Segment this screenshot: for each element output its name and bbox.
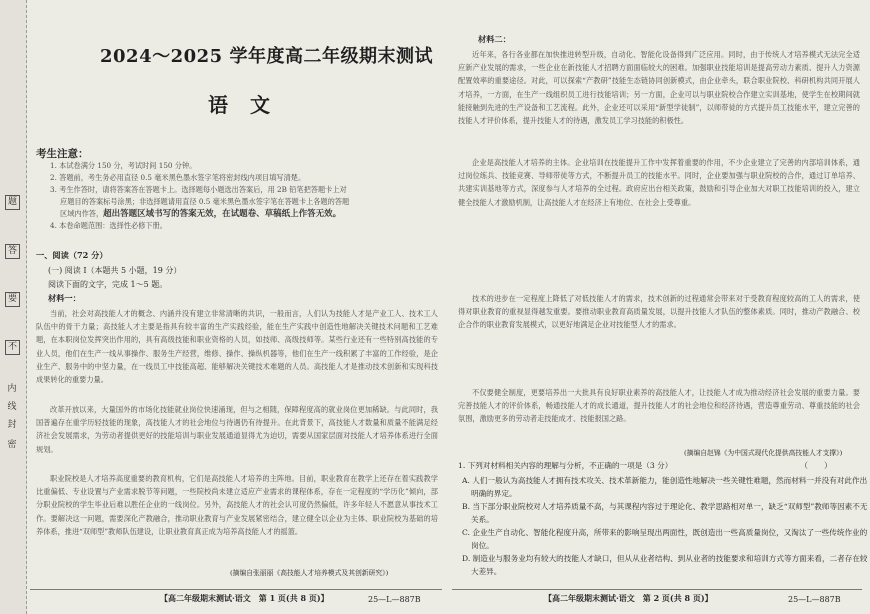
subject-title: 语文: [208, 93, 292, 117]
material-two-para-1: 近年来，各行各业都在加快推进转型升级，自动化、智能化设备得到广泛应用。同时，由于传统人才培养模式无法完全适应新产业发展的需求，一些企业在新技能人才招聘方面面临较大的困难。加强职业技能培训是提高劳动力素质、提升人力资源配置效率的重要途径。对此，可以探索“产教研”技能生态链协同创新模式，由企业牵头，联合职业院校、科研机构共同开展人才培养，一方面，在生产一线组织员工进行技能培训；另一方面，企业可以与职业院校合作建立实训基地，使学生在校期间就能接触到先进的生产设备和工艺流程。此外，企业还可以采用“新型学徒制”，以师带徒的方式提升员工技能水平，建立完善的技能人才评价体系，提升技能人才的待遇，激发员工学习技能的积极性。: [458, 50, 860, 126]
binding-char: 答: [5, 244, 20, 259]
option-a: A. 人们一般认为高技能人才拥有技术攻关、技术革新能力，能创造性地解决一些关键性难题，然而材料一并没有对此作出明确的界定。: [462, 476, 868, 498]
notice-list: [50, 160, 440, 232]
citation-one: (摘编自张丽丽《高技能人才培养模式及其创新研究》): [230, 569, 389, 577]
binding-char: 封: [7, 420, 17, 430]
question-1-stem: 1. 下列对材料相关内容的理解与分析，不正确的一项是（3 分）: [458, 461, 673, 470]
material-one-label: 材料一：: [48, 293, 81, 303]
reading-instruction: 阅读下面的文字，完成 1～5 题。: [48, 280, 168, 289]
page-left: [30, 0, 445, 614]
subsection-heading: (一) 阅读 I（本题共 5 小题，19 分）: [48, 266, 182, 275]
material-two-label: 材料二：: [478, 34, 511, 44]
footer-right: 【高二年级期末测试·语文 第 2 页(共 8 页)】: [544, 593, 713, 603]
notice-emphasis: 超出答题区域书写的答案无效，在试题卷、草稿纸上作答无效。: [103, 209, 342, 219]
option-b: B. 当下部分职业院校对人才培养质量不高，与其课程内容过于理论化、教学思路相对单一，缺乏“双师型”教师等因素不无关系。: [462, 502, 868, 524]
notice-item: 4. 本卷命题范围：选择性必修下册。: [50, 221, 167, 230]
section-heading: 一、阅读（72 分）: [36, 250, 108, 260]
option-c: C. 企业生产自动化、智能化程度升高，所带来的影响呈现出两面性，既创造出一些高质量岗位，又淘汰了一些传统作业的岗位。: [462, 528, 868, 550]
notice-inline: 区域内作答，: [60, 209, 104, 218]
binding-char: 密: [7, 440, 17, 450]
binding-char: 内: [7, 384, 17, 394]
notice-item: 应题目的答案标号涂黑；非选择题请用直径 0.5 毫米黑色墨水签字笔在答题卡上各题的答题: [60, 197, 350, 206]
notice-item: 1. 本试卷满分 150 分，考试时间 150 分钟。: [50, 161, 197, 170]
binding-char: 题: [5, 195, 20, 210]
material-one-para-2: 改革开放以来，大量国外的市场化技能就业岗位快速涌现，但与之相随，保障程度高的就业岗位更加稀缺。与此同时，我国普遍存在重学历轻技能的现象，高技能人才的社会地位与待遇仍有待提升。在此背景下，高技能人才数量和质量不能满足经济社会发展需求，为劳动者提供更好的技能培训与职业发展通道显得尤为迫切，需要从国家层面对技能人才培养体系进行全面规划。: [36, 405, 438, 454]
citation-two: (摘编自赵锦《为中国式现代化提供高技能人才支撑》): [684, 449, 843, 457]
paper-code-left: 25—L—887B: [368, 595, 421, 604]
material-one-para-3: 职业院校是人才培养高度重要的教育机构，它们是高技能人才培养的主阵地。目前，职业教育在教学上还存在着实践教学比重偏低、专业设置与产业需求脱节等问题，一些院校尚未建立适应产业需求的课程体系，存在一定程度的“学历化”倾向，部分职业院校的学生毕业后难以胜任企业的一线岗位。另外，高技能人才的社会认可度仍然偏低，许多年轻人不愿意从事技术工作。要解决这一问题，需要深化产教融合，推动职业教育与产业发展紧密结合，建立健全以企业为主体、职业院校为基础的培养体系，推进“双师型”教师队伍建设，让职业教育真正成为培养高技能人才的摇篮。: [36, 474, 438, 536]
footer-rule: [30, 589, 442, 590]
paper-code-right: 25—L—887B: [788, 595, 841, 604]
page-right: [452, 0, 868, 614]
binding-char: 要: [5, 292, 20, 307]
footer-left: 【高二年级期末测试·语文 第 1 页(共 8 页)】: [160, 593, 329, 603]
footer-rule: [452, 589, 862, 590]
answer-bracket: （ ）: [800, 461, 832, 470]
notice-item: 3. 考生作答时，请将答案答在答题卡上。选择题每小题选出答案后，用 2B 铅笔把答题卡上对: [50, 185, 347, 194]
exam-title: 2024～2025 学年度高二年级期末测试: [100, 46, 433, 67]
material-one-para-1: 当前，社会对高技能人才的概念、内涵并没有建立非常清晰的共识，一般而言，人们认为技能人才是产业工人、技术工人队伍中的骨干力量；高技能人才主要是指具有较丰富的生产实践经验，能在生产实践中创造性地解决关键技术问题和工艺难题，在本职岗位发挥突出作用的，具有高级技能和职业资格的人员，如技师、高级技师等。某些行业还有一些特别高技能的专业人员，他们在生产一线从事操作、服务生产经营，维修、操作、操纵机器等，他们在生产一线积累了丰富的工作经验，是企业生产、服务中的中坚力量，在一线员工中技能高超、能够解决关键技术难题的人员。高技能人才是推动技术创新和实现科技成果转化的重要力量。: [36, 309, 438, 385]
material-two-para-3: 技术的进步在一定程度上降低了对低技能人才的需求，技术创新的过程通常会带来对于受教育程度较高的工人的需求，使得对职业教育的重视显得越发重要。要推动职业教育高质量发展，以提升技能人才队伍的整体素质。同时，推动产教融合、校企合作的职业教育发展模式，以更好地满足企业对技能型人才的需求。: [458, 294, 860, 330]
binding-strip: [0, 0, 27, 614]
material-two-para-4: 不仅要健全制度，更要培养出一大批具有良好职业素养的高技能人才，让技能人才成为推动经济社会发展的重要力量。要完善技能人才的评价体系，畅通技能人才的成长通道，提升技能人才的社会地位和经济待遇，营造尊重劳动、尊重技能的社会氛围，激励更多的劳动者走技能成才、技能报国之路。: [458, 388, 860, 424]
notice-item: 2. 答题前，考生务必用直径 0.5 毫米黑色墨水签字笔将密封线内项目填写清楚。: [50, 173, 306, 182]
option-d: D. 制造业与服务业均有较大的技能人才缺口，但从从业者结构、到从业者的技能要求和培训方式等方面来看，二者存在较大差异。: [462, 554, 868, 576]
binding-char: 不: [5, 340, 20, 355]
binding-char: 线: [7, 402, 17, 412]
notice-heading: 考生注意：: [36, 148, 89, 160]
material-two-para-2: 企业是高技能人才培养的主体。企业培训在技能提升工作中发挥着重要的作用，不少企业建立了完善的内部培训体系，通过岗位练兵、技能竞赛、导师带徒等方式，不断提升员工的技能水平。同时，企业要加强与职业院校的合作，通过订单培养、共建实训基地等方式，深度参与人才培养的全过程。政府应出台相关政策，鼓励和引导企业加大对职工技能培训的投入，建立健全技能人才激励机制，让高技能人才在经济上有地位、在社会上受尊重。: [458, 158, 860, 207]
notice-item-emphasis: [50, 208, 440, 220]
